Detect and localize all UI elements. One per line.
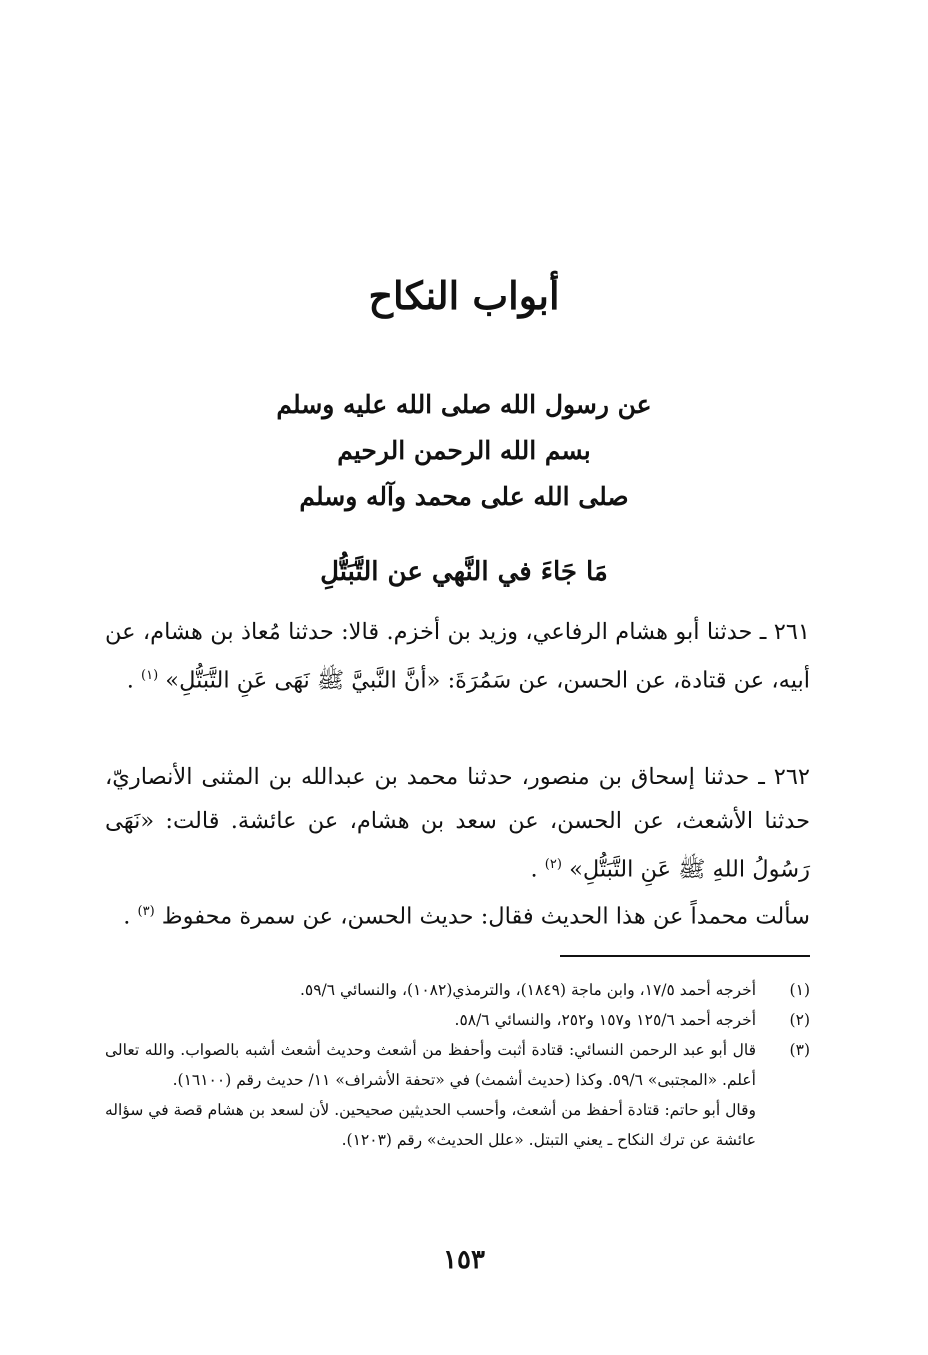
section-heading: مَا جَاءَ في النَّهي عن التَّبَتُّلِ	[320, 557, 608, 587]
hadith-end: .	[530, 856, 538, 883]
opening-invocation	[0, 382, 928, 520]
footnote-number: (١)	[789, 981, 810, 999]
footnote-number: (٣)	[789, 1041, 810, 1059]
hadith-text: ٢٦٢ ـ حدثنا إسحاق بن منصور، حدثنا محمد بن عبدالله بن المثنى الأنصاريّ، حدثنا الأشعث، عن الحسن، عن سعد بن هشام، عن عائشة. قالت: «نَهَى رَسُولُ اللهِ ﷺ عَنِ التَّبَتُّلِ»	[105, 764, 810, 883]
note-end: .	[123, 903, 131, 930]
hadith-end: .	[126, 667, 134, 694]
basmala-line: بسم الله الرحمن الرحيم	[337, 436, 591, 465]
footnote-body	[105, 1035, 756, 1155]
footnotes	[105, 975, 810, 1155]
footnote-3	[105, 1035, 810, 1155]
hadith-262	[105, 755, 810, 892]
footnote-1	[105, 975, 810, 1005]
opening-line: عن رسول الله صلى الله عليه وسلم	[276, 390, 652, 419]
hadith-text: ٢٦١ ـ حدثنا أبو هشام الرفاعي، وزيد بن أخزم. قالا: حدثنا مُعاذ بن هشام، عن أبيه، عن قتادة، عن الحسن، عن سَمُرَةَ: «أنَّ النَّبيَّ ﷺ نَهَى عَنِ التَّبَتُّلِ»	[105, 619, 810, 694]
author-note	[105, 890, 810, 939]
footnote-text: أخرجه أحمد ١٢٥/٦ و١٥٧ و٢٥٢، والنسائي ٥٨/٦.	[454, 1011, 756, 1029]
footnote-ref[interactable]: (٢)	[544, 857, 562, 872]
footnote-text: قال أبو عبد الرحمن النسائي: قتادة أثبت وأحفظ من أشعث وحديث أشعث أشبه بالصواب. والله تعالى أعلم. «المجتبى» ٥٩/٦. وكذا (حديث أشمث) في «تحفة الأشراف» ١١/ حديث رقم (١٦١٠٠).	[105, 1041, 756, 1089]
note-text: سألت محمداً عن هذا الحديث فقال: حديث الحسن، عن سمرة محفوظ	[161, 903, 810, 930]
footnote-body	[105, 1005, 756, 1035]
hadith-261	[105, 610, 810, 703]
footnote-2	[105, 1005, 810, 1035]
footnote-divider	[560, 955, 810, 957]
footnote-text: وقال أبو حاتم: قتادة أحفظ من أشعث، وأحسب الحديثين صحيحين. لأن لسعد بن هشام قصة في سؤاله عائشة عن ترك النكاح ـ يعني التبتل. «علل الحديث» رقم (١٢٠٣).	[105, 1101, 756, 1149]
footnote-number: (٢)	[789, 1011, 810, 1029]
footnote-ref[interactable]: (٣)	[137, 904, 155, 919]
footnote-text: أخرجه أحمد ١٧/٥، وابن ماجة (١٨٤٩)، والترمذي(١٠٨٢)، والنسائي ٥٩/٦.	[299, 981, 756, 999]
salawat-line: صلى الله على محمد وآله وسلم	[299, 482, 629, 511]
chapter-title: أبواب النكاح	[368, 273, 560, 318]
footnote-ref[interactable]: (١)	[141, 668, 159, 683]
footnote-body	[105, 975, 756, 1005]
page-number: ١٥٣	[443, 1245, 485, 1275]
